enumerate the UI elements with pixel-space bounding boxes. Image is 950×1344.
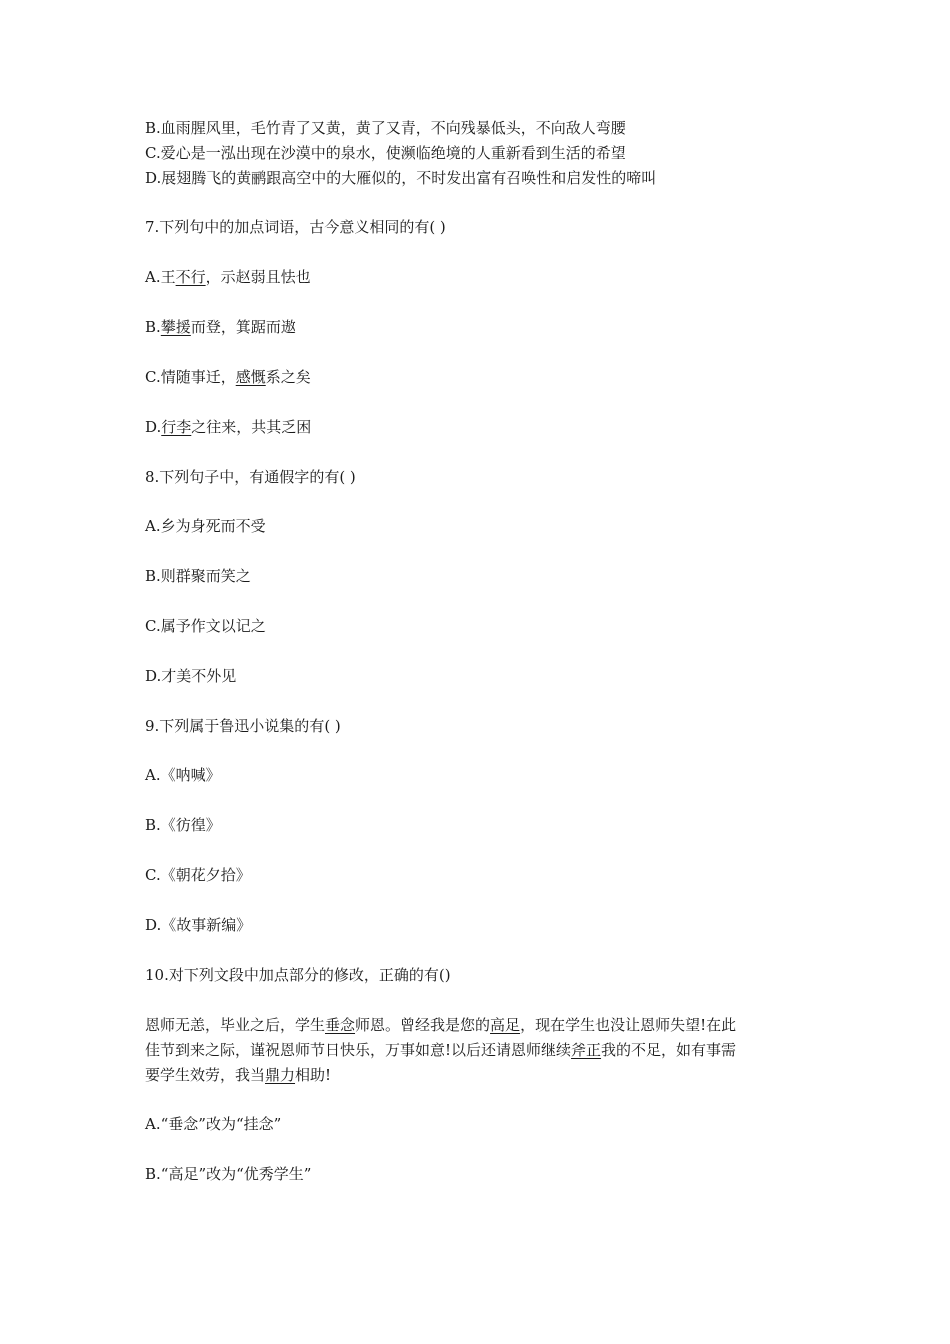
q7-d-keyword: 行李	[161, 418, 192, 436]
q6-option-d: D.展翅腾飞的黄鹂跟高空中的大雁似的，不时发出富有召唤性和启发性的啼叫	[145, 169, 657, 187]
q8-option-d: D.才美不外见	[145, 667, 237, 685]
q10-stem: 10.对下列文段中加点部分的修改，正确的有()	[145, 966, 451, 984]
passage-text: 相助!	[295, 1066, 332, 1084]
q7-stem: 7.下列句中的加点词语，古今意义相同的有( )	[145, 218, 446, 236]
q7-option-b	[145, 317, 296, 337]
passage-keyword-dingli: 鼎力	[265, 1066, 296, 1084]
q8-option-b: B.则群聚而笑之	[145, 567, 251, 585]
passage-text: 佳节到来之际，谨祝恩师节日快乐，万事如意!以后还请恩师继续	[145, 1041, 572, 1059]
q7-c-keyword: 感慨	[235, 368, 266, 386]
q10-passage-line-1	[145, 1015, 736, 1035]
q7-a-pre: A.王	[145, 268, 176, 286]
q8-option-c: C.属予作文以记之	[145, 617, 266, 635]
q7-b-pre: B.	[145, 318, 161, 336]
q8-stem: 8.下列句子中，有通假字的有( )	[145, 468, 356, 486]
passage-text: 恩师无恙，毕业之后，学生	[145, 1016, 326, 1034]
q7-b-keyword: 攀援	[160, 318, 191, 336]
passage-text: 要学生效劳，我当	[145, 1066, 266, 1084]
q7-a-post: ，示赵弱且怯也	[205, 268, 311, 286]
q10-passage-line-2	[145, 1040, 736, 1060]
q10-option-b: B.“高足”改为“优秀学生”	[145, 1165, 312, 1183]
q7-option-a	[145, 267, 311, 287]
q6-option-c: C.爱心是一泓出现在沙漠中的泉水，使濒临绝境的人重新看到生活的希望	[145, 144, 626, 162]
q9-option-b: B.《彷徨》	[145, 816, 221, 834]
q9-option-a: A.《呐喊》	[145, 766, 221, 784]
q9-option-d: D.《故事新编》	[145, 916, 252, 934]
q8-option-a: A.乡为身死而不受	[145, 517, 266, 535]
q7-d-pre: D.	[145, 418, 162, 436]
q9-stem: 9.下列属于鲁迅小说集的有( )	[145, 717, 341, 735]
passage-keyword-chuinian: 垂念	[325, 1016, 356, 1034]
passage-keyword-fuzheng: 斧正	[571, 1041, 602, 1059]
passage-text: 师恩。曾经我是您的	[355, 1016, 491, 1034]
q10-option-a: A.“垂念”改为“挂念”	[145, 1115, 282, 1133]
q7-option-c	[145, 367, 311, 387]
q7-c-pre: C.情随事迁，	[145, 368, 236, 386]
q7-a-keyword: 不行	[175, 268, 206, 286]
q7-c-post: 系之矣	[265, 368, 311, 386]
q7-option-d	[145, 417, 311, 437]
q7-d-post: 之往来，共其乏困	[191, 418, 312, 436]
q9-option-c: C.《朝花夕拾》	[145, 866, 251, 884]
passage-keyword-gaozu: 高足	[490, 1016, 521, 1034]
q7-b-post: 而登，箕踞而遨	[190, 318, 296, 336]
passage-text: 我的不足，如有事需	[601, 1041, 737, 1059]
q10-passage-line-3	[145, 1065, 331, 1085]
q6-option-b: B.血雨腥风里，毛竹青了又黄，黄了又青，不向残暴低头，不向敌人弯腰	[145, 119, 626, 137]
passage-text: ，现在学生也没让恩师失望!在此	[520, 1016, 737, 1034]
